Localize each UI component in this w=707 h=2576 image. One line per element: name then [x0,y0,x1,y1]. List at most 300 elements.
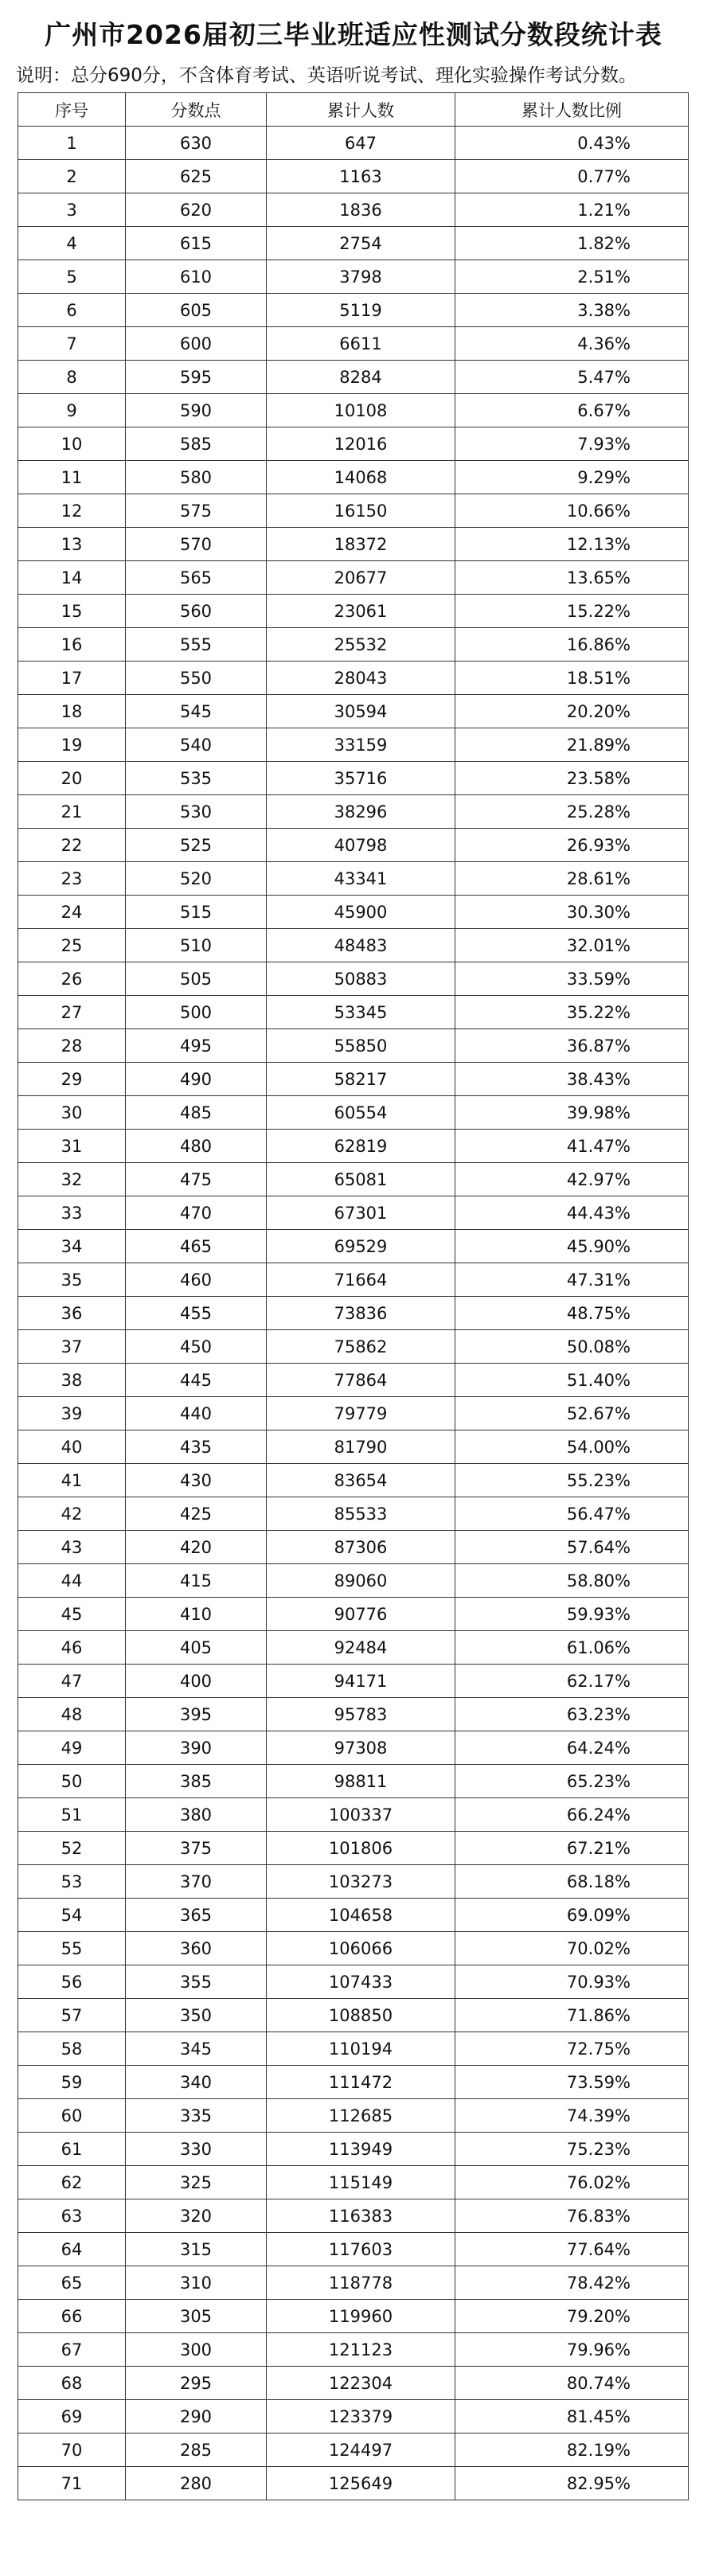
cell-cumulative-count: 1836 [267,193,455,227]
cell-score: 420 [126,1531,267,1564]
cell-score: 510 [126,929,267,962]
cell-cumulative-ratio: 0.77% [455,160,689,193]
cell-cumulative-count: 117603 [267,2233,455,2266]
header-cumulative-ratio: 累计人数比例 [455,93,689,127]
table-row [18,2367,689,2400]
table-row [18,2333,689,2367]
cell-index: 26 [18,962,126,996]
cell-cumulative-ratio: 25.28% [455,795,689,829]
table-row [18,662,689,695]
cell-cumulative-count: 20677 [267,561,455,595]
cell-score: 290 [126,2400,267,2434]
cell-cumulative-ratio: 58.80% [455,1564,689,1598]
table-body [18,127,689,2500]
cell-index: 25 [18,929,126,962]
table-row [18,2032,689,2066]
cell-index: 63 [18,2199,126,2233]
cell-cumulative-count: 48483 [267,929,455,962]
cell-cumulative-count: 79779 [267,1397,455,1430]
cell-index: 22 [18,829,126,862]
cell-cumulative-count: 67301 [267,1196,455,1230]
cell-index: 33 [18,1196,126,1230]
cell-cumulative-ratio: 42.97% [455,1163,689,1196]
cell-cumulative-ratio: 70.02% [455,1932,689,1965]
cell-cumulative-count: 16150 [267,494,455,528]
cell-index: 68 [18,2367,126,2400]
cell-index: 5 [18,260,126,294]
cell-index: 16 [18,628,126,662]
cell-index: 52 [18,1832,126,1865]
cell-cumulative-ratio: 18.51% [455,662,689,695]
cell-cumulative-count: 5119 [267,294,455,327]
table-row [18,1397,689,1430]
cell-cumulative-count: 115149 [267,2166,455,2199]
cell-score: 630 [126,127,267,160]
cell-score: 470 [126,1196,267,1230]
header-cumulative-count: 累计人数 [267,93,455,127]
cell-cumulative-count: 35716 [267,762,455,795]
table-row [18,2300,689,2333]
cell-cumulative-count: 18372 [267,528,455,561]
cell-cumulative-count: 14068 [267,461,455,494]
cell-cumulative-ratio: 45.90% [455,1230,689,1263]
table-row [18,1965,689,1999]
cell-index: 41 [18,1464,126,1497]
cell-cumulative-ratio: 61.06% [455,1631,689,1665]
cell-index: 11 [18,461,126,494]
table-row [18,1798,689,1832]
cell-cumulative-count: 81790 [267,1430,455,1464]
cell-index: 2 [18,160,126,193]
cell-cumulative-ratio: 70.93% [455,1965,689,1999]
cell-score: 580 [126,461,267,494]
cell-score: 625 [126,160,267,193]
cell-cumulative-count: 71664 [267,1263,455,1297]
cell-score: 460 [126,1263,267,1297]
cell-index: 58 [18,2032,126,2066]
cell-index: 28 [18,1029,126,1063]
cell-index: 57 [18,1999,126,2032]
cell-score: 405 [126,1631,267,1665]
cell-index: 65 [18,2266,126,2300]
cell-index: 44 [18,1564,126,1598]
cell-cumulative-ratio: 56.47% [455,1497,689,1531]
cell-score: 485 [126,1096,267,1130]
cell-score: 305 [126,2300,267,2333]
cell-cumulative-count: 103273 [267,1865,455,1899]
cell-index: 56 [18,1965,126,1999]
cell-score: 340 [126,2066,267,2099]
table-row [18,361,689,394]
cell-cumulative-ratio: 5.47% [455,361,689,394]
cell-cumulative-count: 110194 [267,2032,455,2066]
cell-cumulative-count: 119960 [267,2300,455,2333]
cell-cumulative-ratio: 59.93% [455,1598,689,1631]
table-row [18,461,689,494]
table-row [18,962,689,996]
cell-cumulative-count: 50883 [267,962,455,996]
table-row [18,896,689,929]
cell-index: 60 [18,2099,126,2133]
table-row [18,2133,689,2166]
cell-cumulative-ratio: 1.82% [455,227,689,260]
cell-index: 4 [18,227,126,260]
cell-index: 13 [18,528,126,561]
table-row [18,1999,689,2032]
cell-cumulative-count: 45900 [267,896,455,929]
cell-index: 14 [18,561,126,595]
cell-cumulative-ratio: 26.93% [455,829,689,862]
cell-index: 24 [18,896,126,929]
cell-index: 55 [18,1932,126,1965]
table-row [18,1665,689,1698]
cell-cumulative-count: 112685 [267,2099,455,2133]
cell-score: 520 [126,862,267,896]
table-row [18,728,689,762]
table-row [18,2166,689,2199]
cell-index: 18 [18,695,126,728]
cell-cumulative-count: 122304 [267,2367,455,2400]
cell-score: 435 [126,1430,267,1464]
cell-cumulative-ratio: 47.31% [455,1263,689,1297]
table-row [18,2233,689,2266]
table-row [18,762,689,795]
cell-index: 19 [18,728,126,762]
cell-score: 560 [126,595,267,628]
table-row [18,394,689,427]
cell-cumulative-count: 118778 [267,2266,455,2300]
cell-score: 465 [126,1230,267,1263]
cell-score: 375 [126,1832,267,1865]
cell-cumulative-count: 53345 [267,996,455,1029]
table-row [18,1163,689,1196]
cell-cumulative-count: 106066 [267,1932,455,1965]
cell-cumulative-ratio: 82.19% [455,2434,689,2467]
cell-score: 370 [126,1865,267,1899]
table-row [18,1765,689,1798]
cell-index: 30 [18,1096,126,1130]
cell-score: 280 [126,2467,267,2500]
cell-cumulative-ratio: 76.83% [455,2199,689,2233]
table-row [18,1029,689,1063]
cell-score: 360 [126,1932,267,1965]
cell-cumulative-ratio: 72.75% [455,2032,689,2066]
cell-score: 605 [126,294,267,327]
cell-score: 440 [126,1397,267,1430]
cell-cumulative-ratio: 41.47% [455,1130,689,1163]
cell-index: 51 [18,1798,126,1832]
cell-score: 610 [126,260,267,294]
table-row [18,1564,689,1598]
cell-cumulative-ratio: 68.18% [455,1865,689,1899]
cell-index: 3 [18,193,126,227]
cell-cumulative-ratio: 57.64% [455,1531,689,1564]
cell-cumulative-count: 98811 [267,1765,455,1798]
cell-index: 45 [18,1598,126,1631]
cell-index: 40 [18,1430,126,1464]
cell-cumulative-count: 113949 [267,2133,455,2166]
cell-score: 550 [126,662,267,695]
table-row [18,862,689,896]
cell-score: 495 [126,1029,267,1063]
cell-cumulative-ratio: 76.02% [455,2166,689,2199]
cell-cumulative-count: 30594 [267,695,455,728]
cell-score: 530 [126,795,267,829]
cell-cumulative-ratio: 38.43% [455,1063,689,1096]
cell-index: 53 [18,1865,126,1899]
cell-score: 325 [126,2166,267,2199]
cell-cumulative-ratio: 78.42% [455,2266,689,2300]
cell-cumulative-count: 12016 [267,427,455,461]
cell-score: 285 [126,2434,267,2467]
cell-score: 430 [126,1464,267,1497]
cell-cumulative-count: 65081 [267,1163,455,1196]
cell-index: 64 [18,2233,126,2266]
cell-cumulative-count: 62819 [267,1130,455,1163]
cell-score: 620 [126,193,267,227]
cell-score: 385 [126,1765,267,1798]
cell-index: 20 [18,762,126,795]
table-row [18,193,689,227]
cell-cumulative-ratio: 32.01% [455,929,689,962]
table-row [18,1063,689,1096]
cell-cumulative-count: 647 [267,127,455,160]
cell-index: 71 [18,2467,126,2500]
table-row [18,1130,689,1163]
cell-cumulative-count: 69529 [267,1230,455,1263]
cell-cumulative-ratio: 67.21% [455,1832,689,1865]
cell-cumulative-ratio: 73.59% [455,2066,689,2099]
cell-cumulative-ratio: 79.96% [455,2333,689,2367]
cell-cumulative-ratio: 6.67% [455,394,689,427]
cell-cumulative-count: 10108 [267,394,455,427]
cell-index: 15 [18,595,126,628]
table-row [18,1865,689,1899]
cell-cumulative-ratio: 20.20% [455,695,689,728]
cell-cumulative-count: 1163 [267,160,455,193]
table-row [18,795,689,829]
cell-cumulative-ratio: 2.51% [455,260,689,294]
cell-score: 540 [126,728,267,762]
table-row [18,160,689,193]
cell-score: 565 [126,561,267,595]
cell-score: 355 [126,1965,267,1999]
cell-cumulative-count: 90776 [267,1598,455,1631]
cell-index: 49 [18,1731,126,1765]
cell-cumulative-count: 55850 [267,1029,455,1063]
cell-cumulative-count: 85533 [267,1497,455,1531]
cell-score: 410 [126,1598,267,1631]
cell-index: 38 [18,1364,126,1397]
cell-index: 62 [18,2166,126,2199]
cell-cumulative-count: 25532 [267,628,455,662]
cell-cumulative-ratio: 74.39% [455,2099,689,2133]
cell-score: 500 [126,996,267,1029]
cell-cumulative-ratio: 54.00% [455,1430,689,1464]
cell-index: 43 [18,1531,126,1564]
cell-index: 12 [18,494,126,528]
cell-cumulative-ratio: 35.22% [455,996,689,1029]
table-row [18,1230,689,1263]
table-row [18,1932,689,1965]
table-row [18,1698,689,1731]
cell-cumulative-ratio: 65.23% [455,1765,689,1798]
table-row [18,2066,689,2099]
cell-cumulative-count: 104658 [267,1899,455,1932]
cell-cumulative-count: 23061 [267,595,455,628]
cell-cumulative-ratio: 79.20% [455,2300,689,2333]
cell-score: 475 [126,1163,267,1196]
cell-score: 350 [126,1999,267,2032]
cell-cumulative-ratio: 69.09% [455,1899,689,1932]
cell-cumulative-count: 97308 [267,1731,455,1765]
cell-index: 31 [18,1130,126,1163]
cell-cumulative-count: 40798 [267,829,455,862]
cell-cumulative-count: 75862 [267,1330,455,1364]
cell-score: 615 [126,227,267,260]
cell-cumulative-count: 58217 [267,1063,455,1096]
cell-index: 50 [18,1765,126,1798]
table-row [18,561,689,595]
cell-cumulative-ratio: 0.43% [455,127,689,160]
cell-index: 42 [18,1497,126,1531]
cell-cumulative-ratio: 33.59% [455,962,689,996]
cell-cumulative-count: 83654 [267,1464,455,1497]
header-index: 序号 [18,93,126,127]
table-row [18,1832,689,1865]
cell-index: 54 [18,1899,126,1932]
table-row [18,2434,689,2467]
table-row [18,1464,689,1497]
cell-index: 34 [18,1230,126,1263]
cell-score: 455 [126,1297,267,1330]
cell-score: 490 [126,1063,267,1096]
cell-cumulative-ratio: 21.89% [455,728,689,762]
table-row [18,2199,689,2233]
cell-cumulative-ratio: 50.08% [455,1330,689,1364]
cell-index: 6 [18,294,126,327]
score-table [18,92,689,2500]
cell-score: 525 [126,829,267,862]
table-row [18,1297,689,1330]
table-row [18,2400,689,2434]
table-row [18,829,689,862]
cell-score: 315 [126,2233,267,2266]
cell-cumulative-count: 100337 [267,1798,455,1832]
cell-cumulative-ratio: 63.23% [455,1698,689,1731]
cell-cumulative-count: 111472 [267,2066,455,2099]
cell-index: 10 [18,427,126,461]
cell-cumulative-ratio: 30.30% [455,896,689,929]
cell-cumulative-ratio: 52.67% [455,1397,689,1430]
cell-cumulative-ratio: 81.45% [455,2400,689,2434]
cell-cumulative-count: 28043 [267,662,455,695]
cell-score: 450 [126,1330,267,1364]
cell-score: 310 [126,2266,267,2300]
cell-index: 8 [18,361,126,394]
cell-cumulative-count: 2754 [267,227,455,260]
cell-score: 345 [126,2032,267,2066]
cell-index: 70 [18,2434,126,2467]
cell-cumulative-ratio: 55.23% [455,1464,689,1497]
cell-score: 590 [126,394,267,427]
table-row [18,1364,689,1397]
cell-score: 300 [126,2333,267,2367]
table-row [18,1731,689,1765]
table-row [18,2099,689,2133]
cell-index: 17 [18,662,126,695]
cell-cumulative-count: 43341 [267,862,455,896]
cell-index: 47 [18,1665,126,1698]
table-header-row [18,93,689,127]
cell-cumulative-count: 89060 [267,1564,455,1598]
cell-cumulative-ratio: 23.58% [455,762,689,795]
cell-score: 575 [126,494,267,528]
table-row [18,227,689,260]
page-title: 广州市2026届初三毕业班适应性测试分数段统计表 [45,19,662,50]
cell-cumulative-count: 116383 [267,2199,455,2233]
cell-score: 395 [126,1698,267,1731]
cell-cumulative-ratio: 9.29% [455,461,689,494]
cell-index: 35 [18,1263,126,1297]
cell-cumulative-count: 121123 [267,2333,455,2367]
cell-cumulative-ratio: 66.24% [455,1798,689,1832]
cell-cumulative-count: 87306 [267,1531,455,1564]
cell-score: 335 [126,2099,267,2133]
cell-score: 415 [126,1564,267,1598]
cell-cumulative-count: 33159 [267,728,455,762]
cell-index: 9 [18,394,126,427]
table-row [18,260,689,294]
cell-score: 545 [126,695,267,728]
cell-index: 29 [18,1063,126,1096]
cell-index: 37 [18,1330,126,1364]
cell-cumulative-count: 95783 [267,1698,455,1731]
table-row [18,1899,689,1932]
cell-cumulative-ratio: 15.22% [455,595,689,628]
cell-cumulative-count: 124497 [267,2434,455,2467]
cell-score: 505 [126,962,267,996]
cell-cumulative-ratio: 10.66% [455,494,689,528]
cell-score: 365 [126,1899,267,1932]
cell-cumulative-count: 8284 [267,361,455,394]
table-row [18,127,689,160]
cell-cumulative-ratio: 75.23% [455,2133,689,2166]
table-row [18,494,689,528]
table-row [18,1096,689,1130]
table-row [18,628,689,662]
explanation-note: 说明：总分690分，不含体育考试、英语听说考试、理化实验操作考试分数。 [16,65,637,86]
cell-cumulative-count: 60554 [267,1096,455,1130]
cell-cumulative-ratio: 77.64% [455,2233,689,2266]
cell-index: 32 [18,1163,126,1196]
cell-cumulative-ratio: 80.74% [455,2367,689,2400]
cell-cumulative-count: 101806 [267,1832,455,1865]
cell-score: 320 [126,2199,267,2233]
table-row [18,1196,689,1230]
table-row [18,1598,689,1631]
table-row [18,695,689,728]
cell-cumulative-count: 6611 [267,327,455,361]
cell-index: 23 [18,862,126,896]
cell-index: 27 [18,996,126,1029]
cell-cumulative-count: 38296 [267,795,455,829]
table-row [18,2467,689,2500]
cell-index: 61 [18,2133,126,2166]
cell-score: 585 [126,427,267,461]
cell-cumulative-ratio: 82.95% [455,2467,689,2500]
table-row [18,929,689,962]
